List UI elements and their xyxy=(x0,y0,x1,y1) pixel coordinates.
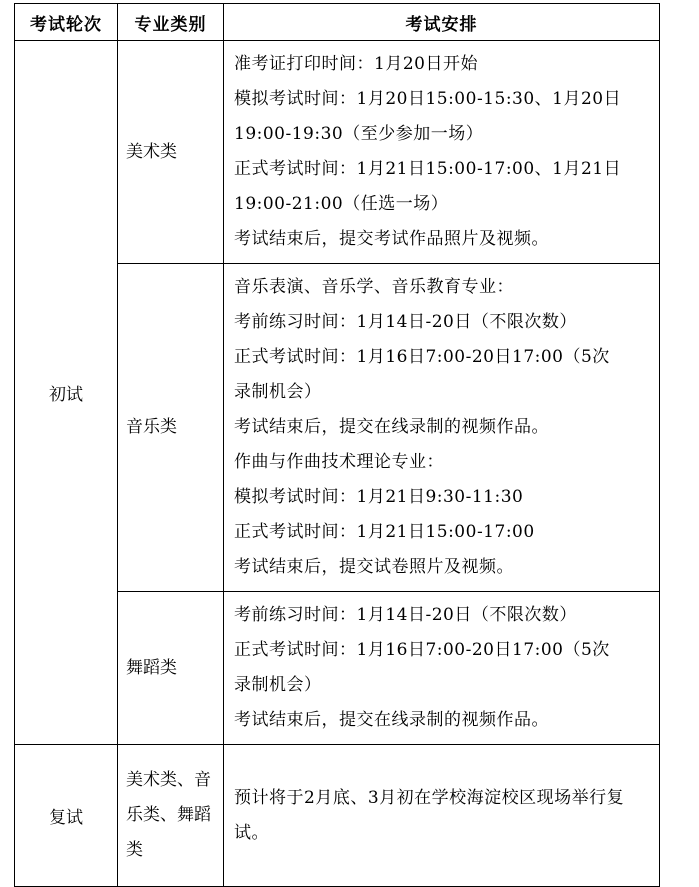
arrangement-line: 正式考试时间：1月16日7:00-20日17:00（5次 xyxy=(234,347,610,367)
header-exam-arrangement: 考试安排 xyxy=(224,4,660,41)
arrangement-line: 正式考试时间：1月21日15:00-17:00、1月21日 xyxy=(234,159,622,179)
category-cell-art: 美术类 xyxy=(118,41,224,264)
arrangement-cell-art xyxy=(224,41,660,264)
arrangement-line: 考试结束后，提交试卷照片及视频。 xyxy=(234,557,514,577)
round-cell-final: 复试 xyxy=(15,745,118,887)
arrangement-line: 考试结束后，提交在线录制的视频作品。 xyxy=(234,710,549,730)
category-cell-all: 美术类、音乐类、舞蹈类 xyxy=(118,745,224,887)
arrangement-line: 准考证打印时间：1月20日开始 xyxy=(234,54,478,74)
arrangement-line: 考前练习时间：1月14日-20日（不限次数） xyxy=(234,605,577,625)
arrangement-line: 考前练习时间：1月14日-20日（不限次数） xyxy=(234,312,577,332)
header-major-category: 专业类别 xyxy=(118,4,224,41)
arrangement-line: 正式考试时间：1月16日7:00-20日17:00（5次 xyxy=(234,640,610,660)
arrangement-line: 正式考试时间：1月21日15:00-17:00 xyxy=(234,522,535,542)
table-row xyxy=(15,745,660,887)
arrangement-line: 预计将于2月底、3月初在学校海淀校区现场举行复试。 xyxy=(234,787,625,843)
arrangement-line: 19:00-19:30（至少参加一场） xyxy=(234,124,484,144)
arrangement-line: 模拟考试时间：1月20日15:00-15:30、1月20日 xyxy=(234,89,622,109)
arrangement-cell-music xyxy=(224,264,660,592)
arrangement-line: 考试结束后，提交考试作品照片及视频。 xyxy=(234,229,549,249)
round-cell-preliminary: 初试 xyxy=(15,41,118,745)
exam-schedule-table xyxy=(14,3,660,887)
arrangement-line: 音乐表演、音乐学、音乐教育专业： xyxy=(234,277,514,297)
header-exam-round: 考试轮次 xyxy=(15,4,118,41)
table-row xyxy=(15,41,660,264)
category-cell-music: 音乐类 xyxy=(118,264,224,592)
arrangement-line: 录制机会） xyxy=(234,382,322,402)
arrangement-line: 模拟考试时间：1月21日9:30-11:30 xyxy=(234,487,524,507)
arrangement-cell-final xyxy=(224,745,660,887)
table-header-row xyxy=(15,4,660,41)
arrangement-line: 19:00-21:00（任选一场） xyxy=(234,194,449,214)
category-cell-dance: 舞蹈类 xyxy=(118,592,224,745)
arrangement-line: 考试结束后，提交在线录制的视频作品。 xyxy=(234,417,549,437)
arrangement-line: 作曲与作曲技术理论专业： xyxy=(234,452,444,472)
arrangement-line: 录制机会） xyxy=(234,675,322,695)
arrangement-cell-dance xyxy=(224,592,660,745)
